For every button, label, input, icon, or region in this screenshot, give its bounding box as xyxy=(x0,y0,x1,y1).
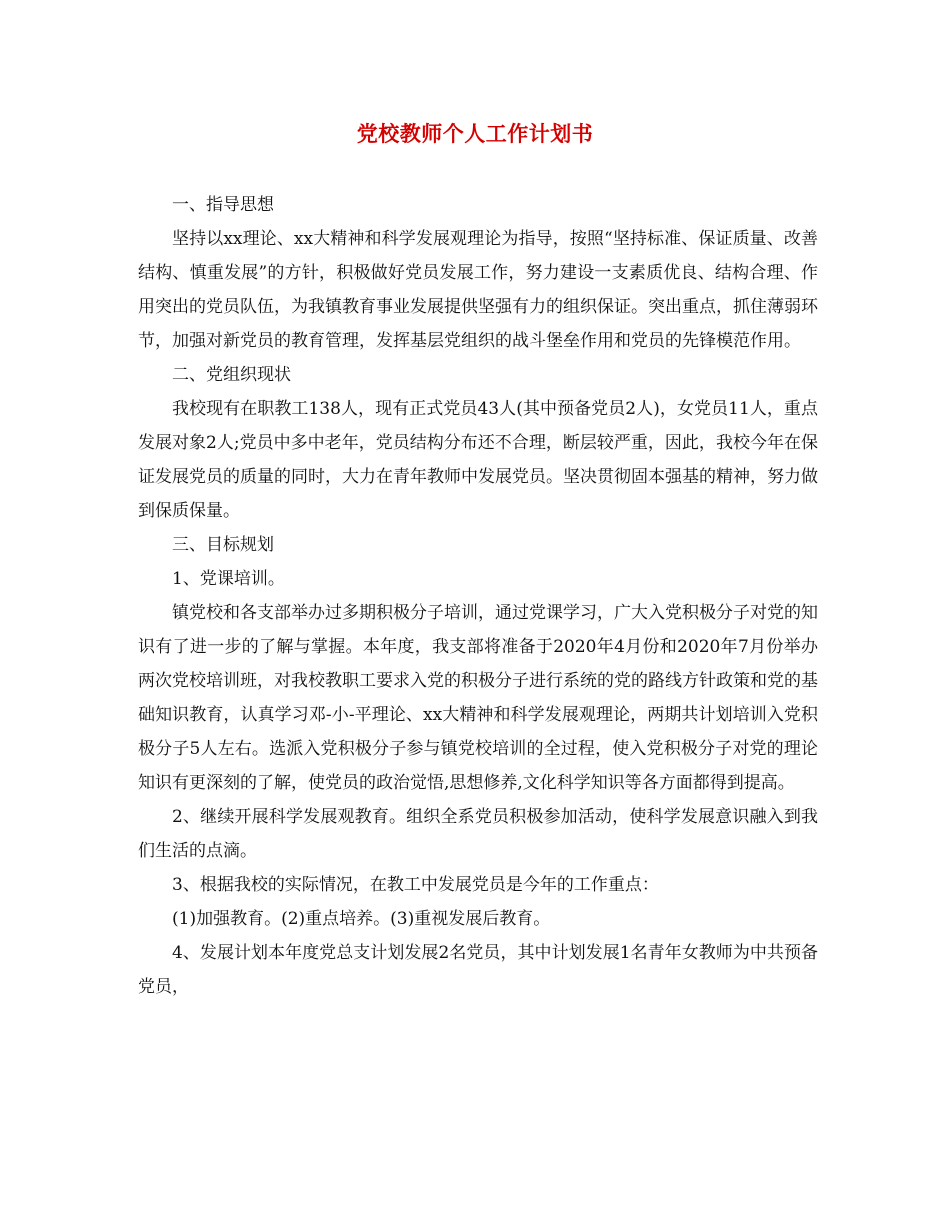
paragraph-party-status: 我校现有在职教工138人，现有正式党员43人(其中预备党员2人)，女党员11人，重点发展对象2人;党员中多中老年，党员结构分布还不合理，断层较严重，因此，我校今年在保证发展党员的质量的同时，大力在青年教师中发展党员。坚决贯彻固本强基的精神，努力做到保质保量。 xyxy=(138,399,818,521)
heading-guiding-ideology: 一、指导思想 xyxy=(172,195,274,215)
document-body xyxy=(138,188,818,1004)
paragraph-guiding-ideology: 坚持以xx理论、xx大精神和科学发展观理论为指导，按照“坚持标准、保证质量、改善结构、慎重发展”的方针，积极做好党员发展工作，努力建设一支素质优良、结构合理、作用突出的党员队伍，为我镇教育事业发展提供坚强有力的组织保证。突出重点，抓住薄弱环节，加强对新党员的教育管理，发挥基层党组织的战斗堡垒作用和党员的先锋模范作用。 xyxy=(138,229,818,351)
item-focus-points: (1)加强教育。(2)重点培养。(3)重视发展后教育。 xyxy=(172,909,551,929)
item-scientific-development-education: 2、继续开展科学发展观教育。组织全系党员积极参加活动，使科学发展意识融入到我们生活的点滴。 xyxy=(138,807,818,861)
paragraph-party-course-training: 镇党校和各支部举办过多期积极分子培训，通过党课学习，广大入党积极分子对党的知识有了进一步的了解与掌握。本年度，我支部将准备于2020年4月份和2020年7月份举办两次党校培训班，对我校教职工要求入党的积极分子进行系统的党的路线方针政策和党的基础知识教育，认真学习邓-小-平理论、xx大精神和科学发展观理论，两期共计划培训入党积极分子5人左右。选派入党积极分子参与镇党校培训的全过程，使入党积极分子对党的理论知识有更深刻的了解，使党员的政治觉悟,思想修养,文化科学知识等各方面都得到提高。 xyxy=(138,603,818,793)
document-title: 党校教师个人工作计划书 xyxy=(356,121,594,146)
heading-goal-planning: 三、目标规划 xyxy=(172,535,274,555)
heading-party-status: 二、党组织现状 xyxy=(172,365,291,385)
item-development-focus: 3、根据我校的实际情况，在教工中发展党员是今年的工作重点： xyxy=(172,875,659,895)
subheading-party-course-training: 1、党课培训。 xyxy=(172,569,285,589)
item-development-plan: 4、发展计划本年度党总支计划发展2名党员，其中计划发展1名青年女教师为中共预备党员， xyxy=(138,943,818,997)
